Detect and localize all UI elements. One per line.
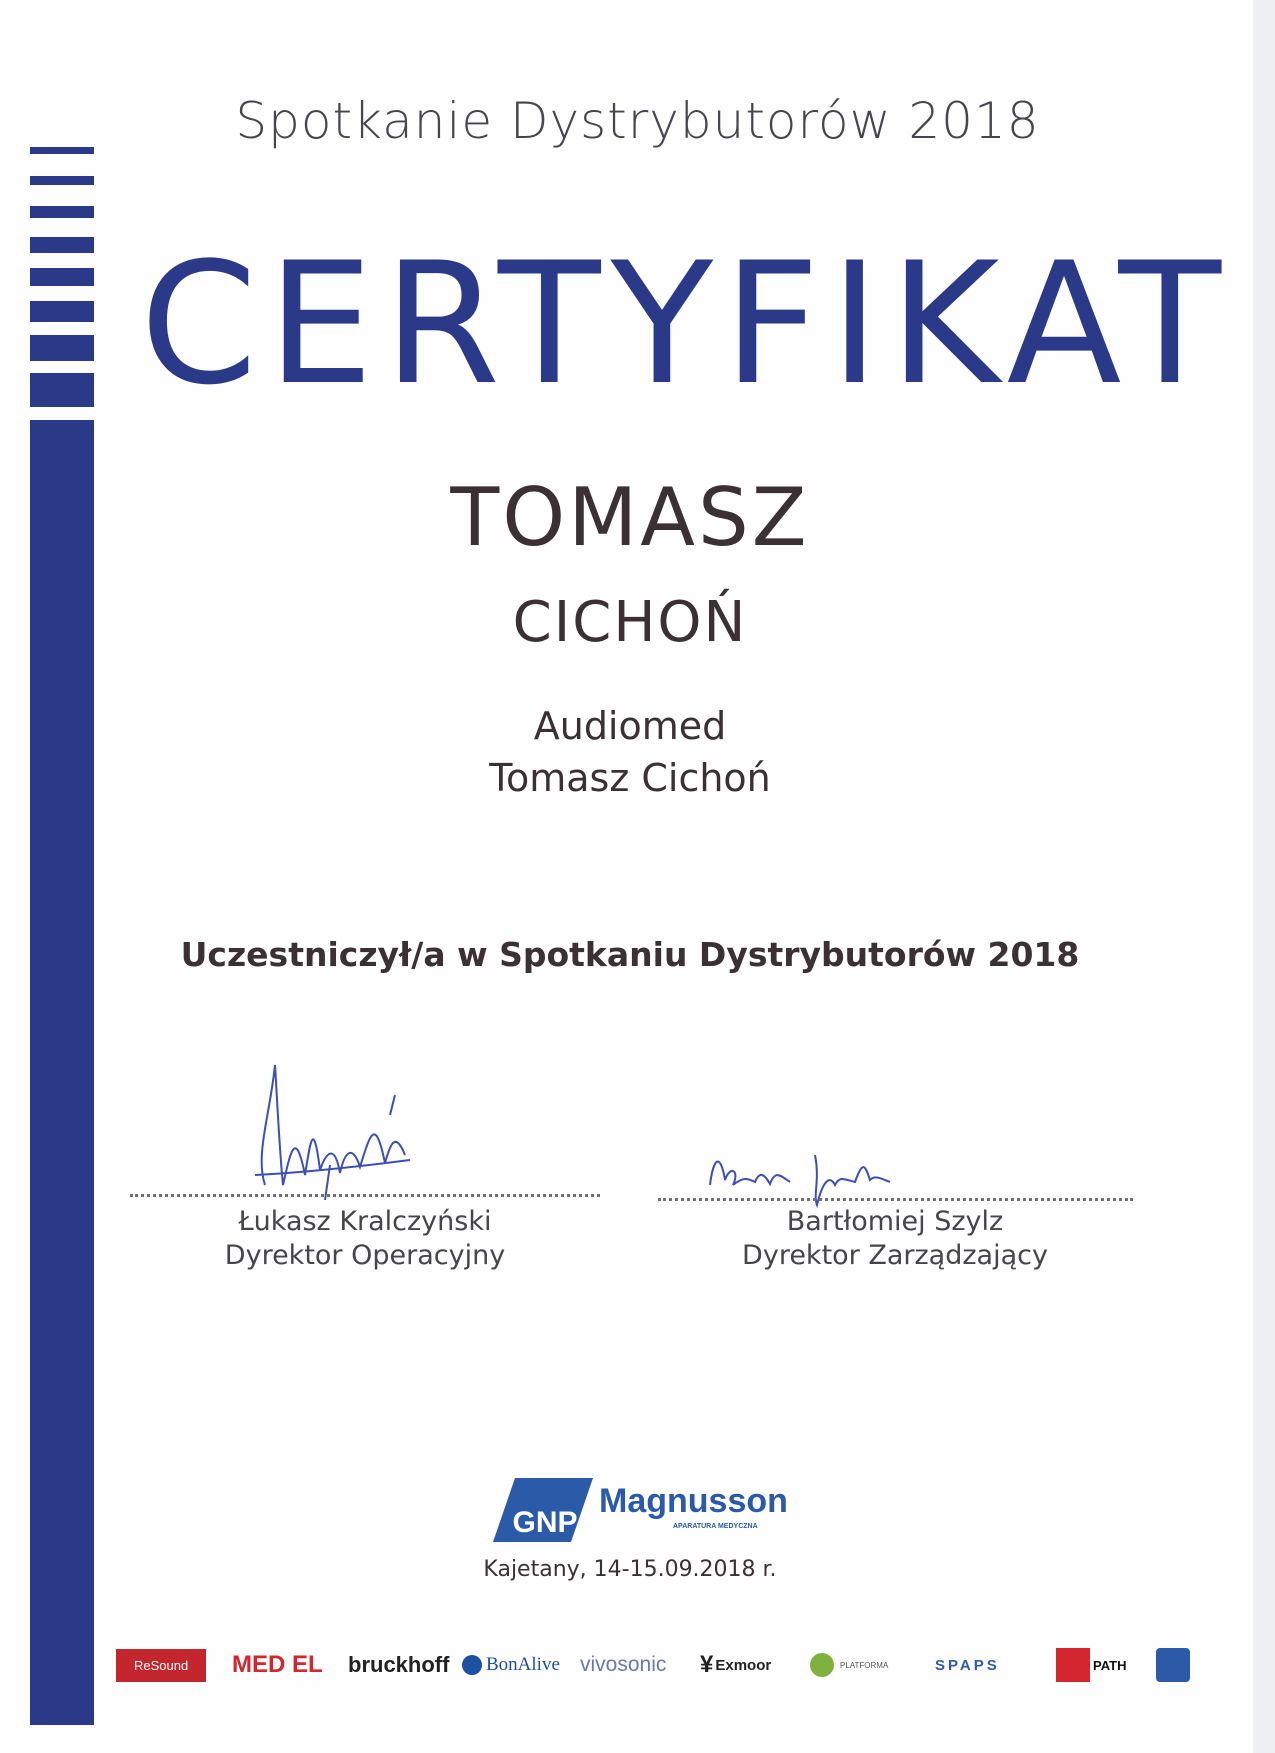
venue-date: Kajetany, 14-15.09.2018 r. <box>483 1557 777 1582</box>
participation-statement: Uczestniczył/a w Spotkaniu Dystrybutorów 2018 <box>180 935 1080 974</box>
sponsor-logo-strip <box>110 1640 1200 1690</box>
signatory-name: Łukasz Kralczyński <box>238 1206 492 1237</box>
signature-line-right <box>658 1198 1133 1201</box>
recipient-company <box>0 700 1260 804</box>
unknown-logo <box>1156 1640 1190 1690</box>
bonalive-logo: BonAlive <box>462 1640 560 1690</box>
signatory-left <box>165 1205 565 1273</box>
gnp-badge-text: GNP <box>512 1506 578 1539</box>
decor-stripe <box>30 176 94 185</box>
signature-line-left <box>130 1194 600 1197</box>
signature-left <box>235 1055 435 1205</box>
scan-edge <box>1253 0 1275 1753</box>
resound-logo: ReSound <box>116 1640 206 1690</box>
platforma-logo: PLATFORMA <box>810 1640 888 1690</box>
recipient-first-name: TOMASZ <box>450 471 810 564</box>
signatory-name: Bartłomiej Szylz <box>786 1206 1004 1237</box>
certificate-title: CERTYFIKAT <box>140 226 1232 422</box>
exmoor-logo: ¥ Exmoor <box>700 1651 772 1678</box>
decor-stripe <box>30 301 94 322</box>
vivosonic-logo: vivosonic <box>580 1653 667 1676</box>
company-line-1: Audiomed <box>533 704 727 748</box>
magnusson-text: Magnusson <box>599 1482 788 1520</box>
signatory-role: Dyrektor Operacyjny <box>224 1240 506 1271</box>
bruckhoff-logo: bruckhoff <box>348 1652 450 1677</box>
decor-stripe <box>30 373 94 407</box>
decor-stripe <box>30 335 94 361</box>
signatory-role: Dyrektor Zarządzający <box>742 1240 1048 1271</box>
spaps-logo: SPAPS <box>935 1656 1000 1674</box>
path-medical-logo: PATH <box>1056 1640 1126 1690</box>
medel-logo: MED EL <box>232 1651 323 1678</box>
gnp-magnusson-logo <box>485 1470 795 1550</box>
signatory-right <box>695 1205 1095 1273</box>
decor-stripe <box>30 206 94 218</box>
recipient-last-name: CICHOŃ <box>512 590 748 655</box>
decor-stripe <box>30 237 94 253</box>
decor-stripe <box>30 268 94 286</box>
magnusson-tagline: APARATURA MEDYCZNA <box>673 1523 758 1530</box>
event-title: Spotkanie Dystrybutorów 2018 <box>235 92 1040 150</box>
company-line-2: Tomasz Cichoń <box>489 756 771 800</box>
